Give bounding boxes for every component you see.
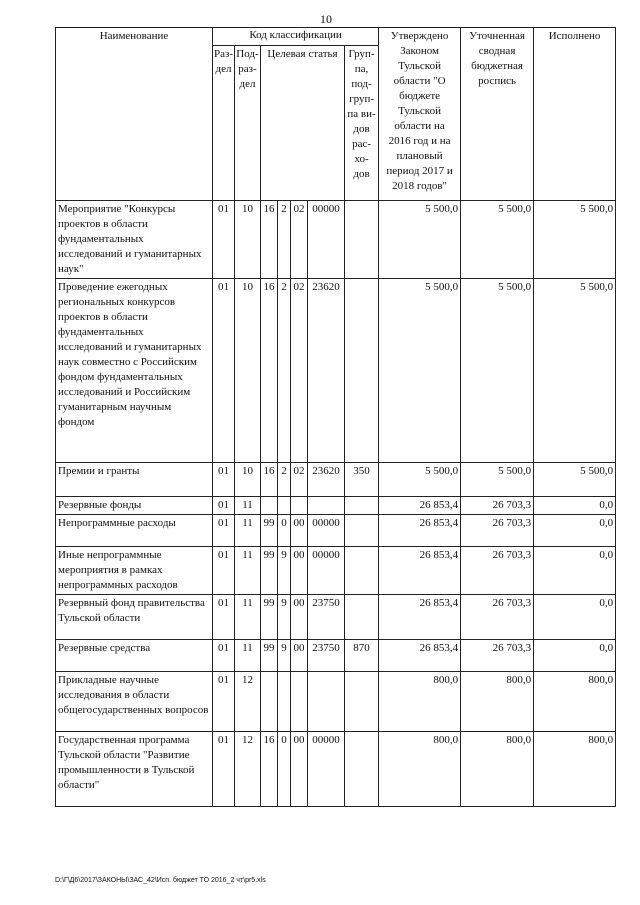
row-article-direction: 00000	[308, 547, 345, 595]
table-row	[56, 497, 616, 515]
row-article-direction: 23750	[308, 595, 345, 640]
row-article-program	[261, 497, 278, 515]
row-article-subprogram: 2	[278, 463, 291, 497]
row-subsection: 11	[235, 640, 261, 672]
row-article-direction	[308, 497, 345, 515]
row-article-direction: 23750	[308, 640, 345, 672]
row-approved: 26 853,4	[379, 640, 461, 672]
row-article-program: 99	[261, 640, 278, 672]
table-row	[56, 515, 616, 547]
row-article-direction: 23620	[308, 463, 345, 497]
row-executed: 0,0	[534, 595, 616, 640]
row-section: 01	[213, 672, 235, 732]
row-refined: 26 703,3	[461, 497, 534, 515]
row-name: Резервный фонд правительства Тульской области	[56, 595, 213, 640]
header-subsection: Под- раз- дел	[235, 45, 261, 200]
table-row	[56, 201, 616, 279]
row-section: 01	[213, 732, 235, 807]
row-refined: 26 703,3	[461, 640, 534, 672]
row-refined: 800,0	[461, 672, 534, 732]
row-executed: 800,0	[534, 672, 616, 732]
row-article-event	[291, 672, 308, 732]
row-executed: 0,0	[534, 640, 616, 672]
row-section: 01	[213, 201, 235, 279]
row-refined: 5 500,0	[461, 463, 534, 497]
row-executed: 5 500,0	[534, 201, 616, 279]
table-row	[56, 732, 616, 807]
row-article-program: 16	[261, 201, 278, 279]
row-article-direction	[308, 672, 345, 732]
row-approved: 26 853,4	[379, 595, 461, 640]
row-refined: 26 703,3	[461, 547, 534, 595]
row-name: Непрограммные расходы	[56, 515, 213, 547]
budget-table	[55, 27, 616, 807]
row-article-subprogram	[278, 672, 291, 732]
row-executed: 0,0	[534, 497, 616, 515]
row-article-direction: 23620	[308, 279, 345, 463]
row-refined: 26 703,3	[461, 595, 534, 640]
header-approved: Утверждено Законом Тульской области "О бюджете Тульской области на 2016 год и на плановый период 2017 и 2018 годов"	[379, 28, 461, 201]
row-section: 01	[213, 279, 235, 463]
row-expense-type	[345, 497, 379, 515]
row-article-event: 00	[291, 547, 308, 595]
row-subsection: 11	[235, 547, 261, 595]
row-article-program: 16	[261, 279, 278, 463]
row-section: 01	[213, 497, 235, 515]
row-article-program: 16	[261, 732, 278, 807]
row-name: Резервные средства	[56, 640, 213, 672]
row-refined: 5 500,0	[461, 279, 534, 463]
row-expense-type	[345, 732, 379, 807]
table-row	[56, 595, 616, 640]
row-article-direction: 00000	[308, 515, 345, 547]
row-expense-type	[345, 201, 379, 279]
row-article-event: 00	[291, 595, 308, 640]
header-name: Наименование	[56, 28, 213, 201]
row-subsection: 11	[235, 497, 261, 515]
row-section: 01	[213, 640, 235, 672]
table-row	[56, 279, 616, 463]
row-approved: 800,0	[379, 732, 461, 807]
row-expense-type	[345, 547, 379, 595]
row-executed: 5 500,0	[534, 463, 616, 497]
row-article-direction: 00000	[308, 201, 345, 279]
row-article-subprogram: 2	[278, 201, 291, 279]
row-approved: 26 853,4	[379, 547, 461, 595]
row-article-program: 99	[261, 547, 278, 595]
row-article-event: 00	[291, 515, 308, 547]
row-article-program: 16	[261, 463, 278, 497]
row-article-subprogram: 9	[278, 595, 291, 640]
row-approved: 26 853,4	[379, 497, 461, 515]
row-executed: 5 500,0	[534, 279, 616, 463]
row-article-subprogram	[278, 497, 291, 515]
row-expense-type	[345, 595, 379, 640]
row-name: Премии и гранты	[56, 463, 213, 497]
row-article-subprogram: 9	[278, 640, 291, 672]
table-row	[56, 463, 616, 497]
row-section: 01	[213, 595, 235, 640]
row-article-event: 00	[291, 732, 308, 807]
row-section: 01	[213, 515, 235, 547]
row-subsection: 12	[235, 732, 261, 807]
row-article-subprogram: 9	[278, 547, 291, 595]
row-expense-type	[345, 515, 379, 547]
table-row	[56, 672, 616, 732]
header-target-article: Целевая статья	[261, 45, 345, 200]
row-subsection: 11	[235, 515, 261, 547]
row-article-subprogram: 2	[278, 279, 291, 463]
header-executed: Исполнено	[534, 28, 616, 201]
row-subsection: 12	[235, 672, 261, 732]
row-subsection: 11	[235, 595, 261, 640]
row-approved: 5 500,0	[379, 279, 461, 463]
row-expense-type	[345, 279, 379, 463]
row-name: Проведение ежегодных региональных конкурсов проектов в области фундаментальных исследований и гуманитарных наук совместно с Российским фондом фундаментальных исследований и Российским гуманитарным научным фондом	[56, 279, 213, 463]
row-article-event	[291, 497, 308, 515]
table-row	[56, 640, 616, 672]
row-approved: 800,0	[379, 672, 461, 732]
page-number: 10	[320, 12, 332, 26]
row-approved: 5 500,0	[379, 201, 461, 279]
row-name: Мероприятие "Конкурсы проектов в области фундаментальных исследований и гуманитарных наук"	[56, 201, 213, 279]
row-expense-type: 350	[345, 463, 379, 497]
file-path-footer: D:\Г\Д6\2017\ЗАКОНЫ\ЗАС_42\Исп. бюджет ТО 2016_2 чт\pr5.xls	[55, 877, 266, 884]
row-refined: 800,0	[461, 732, 534, 807]
header-refined: Уточненная сводная бюджетная роспись	[461, 28, 534, 201]
header-row-top	[56, 28, 616, 46]
row-subsection: 10	[235, 463, 261, 497]
row-section: 01	[213, 463, 235, 497]
header-classification-code: Код классификации	[213, 28, 379, 46]
table-row	[56, 547, 616, 595]
row-article-program: 99	[261, 515, 278, 547]
row-article-event: 00	[291, 640, 308, 672]
row-name: Государственная программа Тульской области "Развитие промышленности в Тульской области"	[56, 732, 213, 807]
header-section: Раз- дел	[213, 45, 235, 200]
row-article-direction: 00000	[308, 732, 345, 807]
row-article-subprogram: 0	[278, 732, 291, 807]
row-name: Резервные фонды	[56, 497, 213, 515]
row-article-subprogram: 0	[278, 515, 291, 547]
row-section: 01	[213, 547, 235, 595]
row-executed: 0,0	[534, 547, 616, 595]
row-article-event: 02	[291, 279, 308, 463]
row-executed: 0,0	[534, 515, 616, 547]
row-refined: 26 703,3	[461, 515, 534, 547]
row-refined: 5 500,0	[461, 201, 534, 279]
row-article-event: 02	[291, 201, 308, 279]
row-expense-type	[345, 672, 379, 732]
row-approved: 5 500,0	[379, 463, 461, 497]
row-subsection: 10	[235, 279, 261, 463]
row-executed: 800,0	[534, 732, 616, 807]
row-article-program	[261, 672, 278, 732]
row-name: Иные непрограммные мероприятия в рамках непрограммных расходов	[56, 547, 213, 595]
row-article-event: 02	[291, 463, 308, 497]
row-subsection: 10	[235, 201, 261, 279]
header-expense-group: Груп- па, под- груп- па ви- дов рас- хо- дов	[345, 45, 379, 200]
row-approved: 26 853,4	[379, 515, 461, 547]
row-article-program: 99	[261, 595, 278, 640]
row-name: Прикладные научные исследования в области общегосударственных вопросов	[56, 672, 213, 732]
row-expense-type: 870	[345, 640, 379, 672]
